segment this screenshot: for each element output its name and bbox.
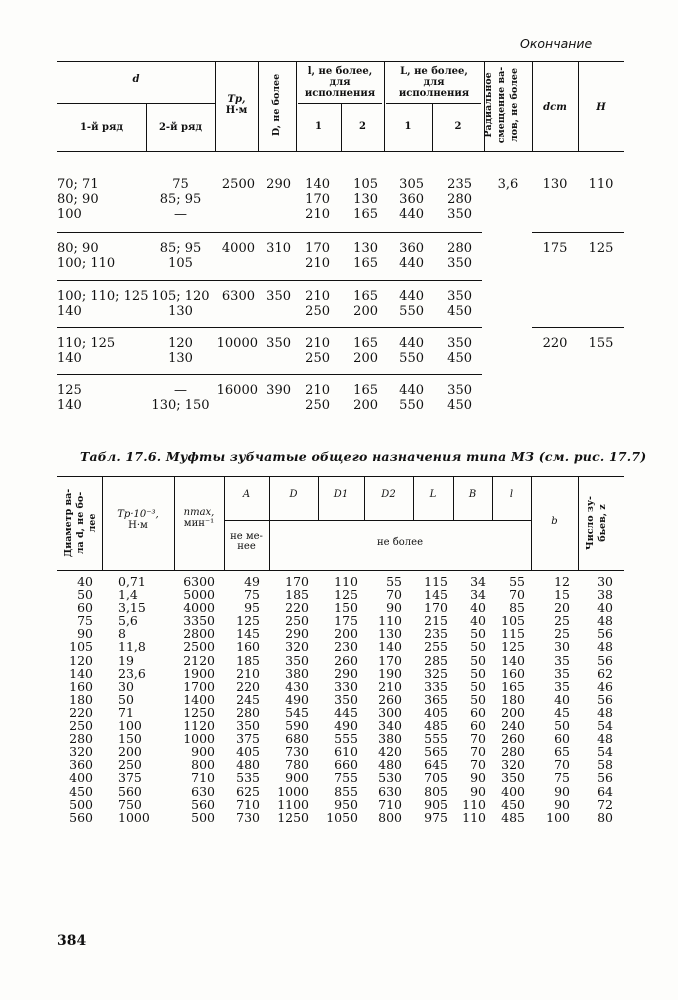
- t1-header-tp-unit: Н·м: [225, 105, 248, 116]
- t1-header-l-3: исполнения: [304, 88, 376, 99]
- t2-col-tp: 0,71 1,4 3,15 5,6 8 11,8 19 23,6 30 50 71 100 150 200 250 375 560 750 1000: [118, 574, 150, 825]
- t1-vline: [258, 61, 259, 151]
- page-number: 384: [57, 933, 87, 949]
- t2-header-nmax-2: мин⁻¹: [183, 518, 215, 529]
- t1-cell-l2: 165 200: [353, 383, 378, 413]
- t1-cell-D: 350: [266, 289, 291, 304]
- t2-top-rule: [57, 476, 624, 477]
- t1-cell-l2: 105 130 165: [353, 177, 378, 222]
- t1-group-rule: [57, 280, 482, 281]
- t2-header-diam-3: лее: [87, 513, 98, 533]
- t1-cell-row2: 85; 95 105: [159, 241, 202, 271]
- t1-header-radial-1: Радиальное: [483, 72, 494, 138]
- t1-cell-D: 390: [266, 383, 291, 398]
- t2-header-D1: D1: [333, 489, 349, 500]
- t1-cell-L1: 440 550: [399, 336, 424, 366]
- t1-header-L-2: для: [423, 77, 445, 88]
- t1-cell-row1: 110; 125 140: [57, 336, 116, 366]
- t2-header-not-less: не ме- нее: [230, 531, 263, 552]
- t1-group-rule: [57, 232, 482, 233]
- t1-L-split-rule: [386, 103, 481, 104]
- t1-cell-row2: 105; 120 130: [151, 289, 210, 319]
- t2-sub-rule: [224, 520, 531, 521]
- t1-cell-radial: 3,6: [497, 177, 519, 192]
- t1-cell-dst: 130: [542, 177, 568, 192]
- t1-cell-D: 350: [266, 336, 291, 351]
- t2-vline: [578, 476, 579, 570]
- t2-header-A: A: [242, 489, 251, 500]
- t1-header-L-exec1: 1: [404, 121, 412, 132]
- t1-header-l-2: для: [329, 77, 351, 88]
- t1-cell-tp: 4000: [221, 241, 255, 256]
- t1-cell-L2: 235 280 350: [447, 177, 472, 222]
- t1-cell-L1: 440 550: [399, 289, 424, 319]
- t1-top-rule: [57, 61, 624, 62]
- t1-group-rule-right: [532, 327, 624, 328]
- t1-cell-row2: — 130; 150: [151, 383, 210, 413]
- t1-header-radial-3: лов, не более: [509, 68, 520, 143]
- t2-col-B: 34 34 40 40 50 50 50 50 50 50 60 60 70 70 70 90 90 110 110: [462, 574, 486, 825]
- t2-header-l: l: [509, 489, 514, 500]
- t1-cell-L2: 350 450: [447, 383, 472, 413]
- t1-cell-tp: 6300: [221, 289, 255, 304]
- t1-cell-tp: 16000: [216, 383, 258, 398]
- t2-header-tp-2: Н·м: [128, 520, 148, 531]
- t1-cell-tp: 2500: [221, 177, 255, 192]
- t1-header-L-3: исполнения: [398, 88, 470, 99]
- t1-header-D: D, не более: [271, 73, 282, 137]
- t2-header-diam-2: ла d, не бо-: [75, 491, 86, 555]
- t1-header-row2: 2-й ряд: [158, 122, 203, 133]
- t2-header-not-more: не более: [377, 537, 423, 548]
- t1-cell-dst: 175: [542, 241, 568, 256]
- t2-header-teeth-2: бьев, z: [597, 504, 608, 542]
- t1-header-d: d: [132, 74, 140, 85]
- t2-col-l: 55 70 85 105 115 125 140 160 165 180 200 240 260 280 320 350 400 450 485: [501, 574, 525, 825]
- t1-cell-H: 125: [588, 241, 614, 256]
- t1-cell-L1: 440 550: [399, 383, 424, 413]
- t2-header-nmax-1: nmax,: [183, 507, 215, 518]
- t1-cell-D: 290: [266, 177, 291, 192]
- t1-header-l-exec1: 1: [315, 121, 322, 132]
- t2-col-z: 30 38 40 48 56 48 56 62 46 56 48 54 48 54 58 56 64 72 80: [597, 574, 613, 825]
- t1-cell-l1: 210 250: [305, 383, 330, 413]
- t1-header-bottom-rule: [57, 151, 624, 152]
- t1-header-l-exec2: 2: [359, 121, 366, 132]
- t2-header-tp-1: Tp·10⁻³,: [117, 509, 159, 520]
- t2-col-b: 12 15 20 25 25 30 35 35 35 40 45 50 60 65 70 75 90 90 100: [546, 574, 570, 825]
- t1-cell-l2: 165 200: [353, 289, 378, 319]
- t1-cell-l2: 130 165: [353, 241, 378, 271]
- t1-group-rule: [57, 327, 482, 328]
- t1-cell-l1: 210 250: [305, 336, 330, 366]
- t2-header-bottom-rule: [57, 570, 624, 571]
- t2-col-D2: 55 70 90 110 130 140 170 190 210 260 300 340 380 420 480 530 630 710 800: [378, 574, 402, 825]
- t2-header-L: L: [429, 489, 437, 500]
- t1-cell-L2: 350 450: [447, 336, 472, 366]
- t1-cell-L1: 360 440: [399, 241, 424, 271]
- t2-header-B: B: [468, 489, 477, 500]
- t2-header-b: b: [551, 516, 558, 527]
- t1-cell-l1: 170 210: [305, 241, 330, 271]
- t2-col-d: 40 50 60 75 90 105 120 140 160 180 220 250 280 320 360 400 450 500 560: [69, 574, 93, 825]
- t1-cell-L2: 350 450: [447, 289, 472, 319]
- t1-cell-dst: 220: [542, 336, 568, 351]
- t1-cell-H: 155: [588, 336, 614, 351]
- t1-cell-row1: 80; 90 100; 110: [57, 241, 116, 271]
- t1-cell-row1: 100; 110; 125 140: [57, 289, 149, 319]
- t1-header-L-1: L, не более,: [400, 66, 468, 77]
- t1-cell-tp: 10000: [216, 336, 258, 351]
- table2-caption: Табл. 17.6. Муфты зубчатые общего назначения типа МЗ (см. рис. 17.7): [80, 449, 647, 464]
- t1-cell-row1: 70; 71 80; 90 100: [57, 177, 99, 222]
- t1-cell-H: 110: [588, 177, 614, 192]
- t1-l-split-rule: [298, 103, 382, 104]
- t2-header-diam-1: Диаметр ва-: [63, 488, 74, 558]
- t1-header-radial-2: смещение ва-: [496, 66, 507, 144]
- t1-cell-l1: 140 170 210: [305, 177, 330, 222]
- t2-col-A: 49 75 95 125 145 160 185 210 220 245 280 350 375 405 480 535 625 710 730: [236, 574, 260, 825]
- t1-cell-D: 310: [266, 241, 291, 256]
- t1-cell-row2: 75 85; 95 —: [159, 177, 202, 222]
- t1-group-rule: [57, 374, 482, 375]
- t2-col-D: 170 185 220 250 290 320 350 380 430 490 545 590 680 730 780 900 1000 1100 1250: [277, 574, 309, 825]
- t2-col-D1: 110 125 150 175 200 230 260 290 330 350 445 490 555 610 660 755 855 950 1050: [326, 574, 358, 825]
- t1-header-H: H: [596, 102, 606, 113]
- t1-group-rule-right: [532, 232, 624, 233]
- t1-cell-l2: 165 200: [353, 336, 378, 366]
- t1-cell-L1: 305 360 440: [399, 177, 424, 222]
- t1-d-split-rule: [57, 103, 215, 104]
- t1-cell-L2: 280 350: [447, 241, 472, 271]
- t2-header-teeth-1: Число зу-: [585, 496, 596, 550]
- t1-cell-row2: 120 130: [168, 336, 193, 366]
- t2-header-D2: D2: [381, 489, 396, 500]
- t1-cell-row1: 125 140: [57, 383, 82, 413]
- t1-header-l-1: l, не более,: [307, 66, 373, 77]
- t1-header-row1: 1-й ряд: [79, 122, 124, 133]
- continuation-label: Окончание: [520, 36, 593, 51]
- t1-header-tp: Tp,: [227, 94, 246, 105]
- t1-header-dst: dст: [543, 102, 567, 113]
- t2-col-nmax: 6300 5000 4000 3350 2800 2500 2120 1900 1700 1400 1250 1120 1000 900 800 710 630 560 500: [183, 574, 215, 825]
- t1-header-L-exec2: 2: [454, 121, 462, 132]
- t2-header-D: D: [289, 489, 298, 500]
- t1-cell-l1: 210 250: [305, 289, 330, 319]
- t2-col-L: 115 145 170 215 235 255 285 325 335 365 405 485 555 565 645 705 805 905 975: [424, 574, 448, 825]
